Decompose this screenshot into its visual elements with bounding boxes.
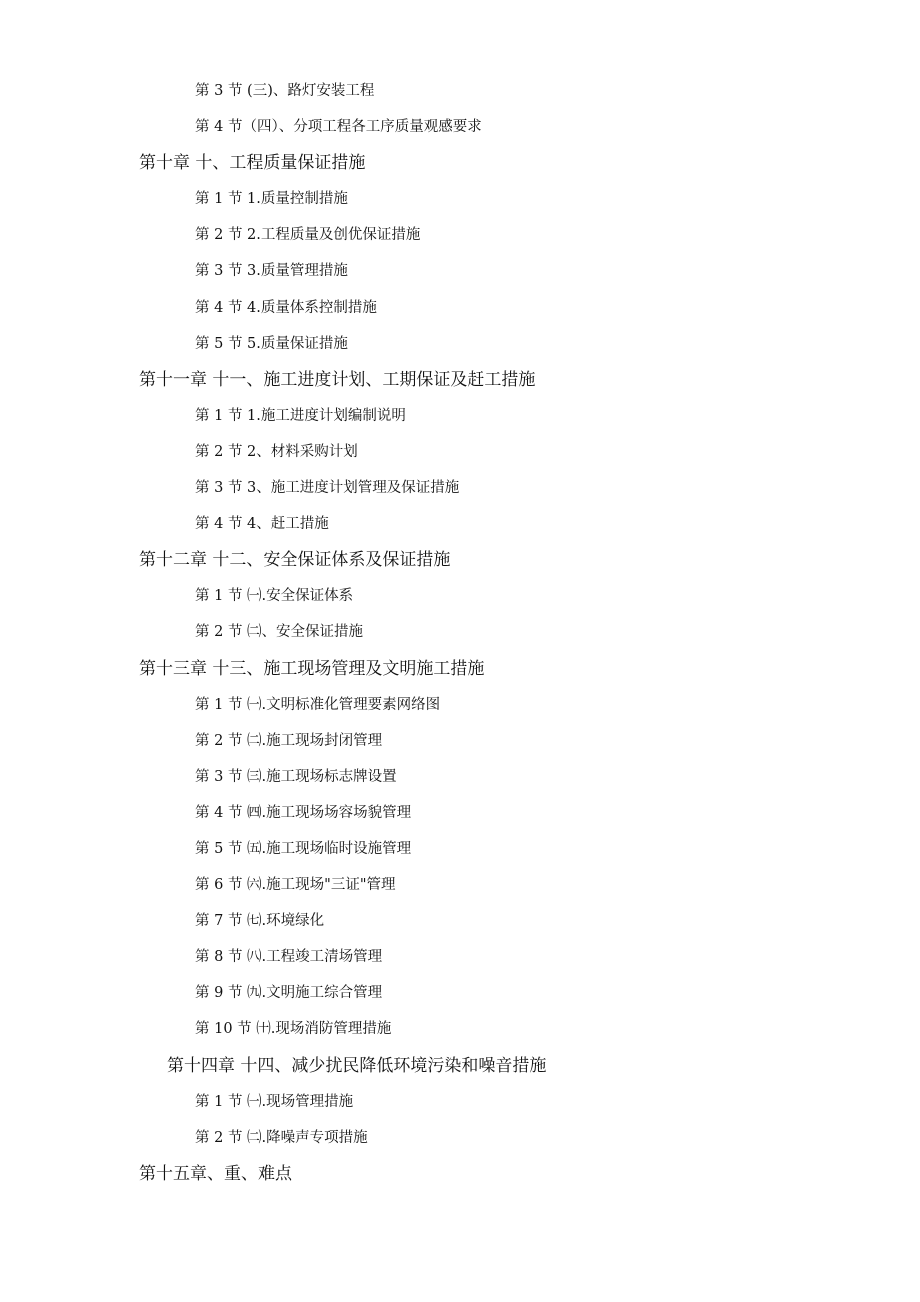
- toc-section-entry: 第 4 节 4、赶工措施: [195, 516, 329, 533]
- toc-section-entry: 第 7 节 ㈦.环境绿化: [195, 913, 325, 930]
- toc-section-entry: 第 3 节 (三)、路灯安装工程: [195, 83, 375, 99]
- toc-section-entry: 第 3 节 3、施工进度计划管理及保证措施: [195, 480, 460, 497]
- toc-section-entry: 第 2 节 ㈡.施工现场封闭管理: [195, 732, 383, 749]
- toc-chapter-entry: 第十二章 十二、安全保证体系及保证措施: [139, 550, 451, 571]
- toc-section-entry: 第 2 节 ㈡、安全保证措施: [195, 624, 364, 641]
- toc-section-entry: 第 1 节 1.施工进度计划编制说明: [195, 407, 406, 424]
- toc-section-entry: 第 3 节 ㈢.施工现场标志牌设置: [195, 768, 397, 785]
- toc-section-entry: 第 4 节 4.质量体系控制措施: [195, 299, 377, 316]
- toc-chapter-entry: 第十一章 十一、施工进度计划、工期保证及赶工措施: [139, 369, 536, 390]
- toc-section-entry: 第 9 节 ㈨.文明施工综合管理: [195, 985, 383, 1002]
- toc-section-entry: 第 2 节 2、材料采购计划: [195, 443, 358, 460]
- toc-section-entry: 第 5 节 ㈤.施工现场临时设施管理: [195, 840, 412, 857]
- toc-section-entry: 第 1 节 ㈠.文明标准化管理要素网络图: [195, 696, 441, 713]
- toc-section-entry: 第 1 节 1.质量控制措施: [195, 191, 348, 208]
- toc-chapter-entry: 第十章 十、工程质量保证措施: [139, 153, 366, 174]
- toc-chapter-entry: 第十三章 十三、施工现场管理及文明施工措施: [139, 658, 485, 679]
- toc-section-entry: 第 8 节 ㈧.工程竣工清场管理: [195, 949, 383, 966]
- toc-chapter-entry: 第十四章 十四、减少扰民降低环境污染和噪音措施: [167, 1055, 547, 1076]
- toc-section-entry: 第 4 节（四）、分项工程各工序质量观感要求: [195, 119, 482, 136]
- toc-chapter-entry: 第十五章、重、难点: [139, 1163, 292, 1184]
- toc-section-entry: 第 5 节 5.质量保证措施: [195, 335, 348, 352]
- toc-section-entry: 第 6 节 ㈥.施工现场"三证"管理: [195, 877, 396, 894]
- toc-section-entry: 第 1 节 ㈠.现场管理措施: [195, 1093, 354, 1110]
- toc-section-entry: 第 2 节 ㈡.降噪声专项措施: [195, 1129, 368, 1146]
- table-of-contents: [0, 76, 920, 1195]
- toc-section-entry: 第 3 节 3.质量管理措施: [195, 263, 348, 280]
- toc-section-entry: 第 10 节 ㈩.现场消防管理措施: [195, 1021, 392, 1038]
- toc-section-entry: 第 1 节 ㈠.安全保证体系: [195, 588, 354, 605]
- toc-section-entry: 第 2 节 2.工程质量及创优保证措施: [195, 227, 421, 244]
- toc-section-entry: 第 4 节 ㈣.施工现场场容场貌管理: [195, 804, 412, 821]
